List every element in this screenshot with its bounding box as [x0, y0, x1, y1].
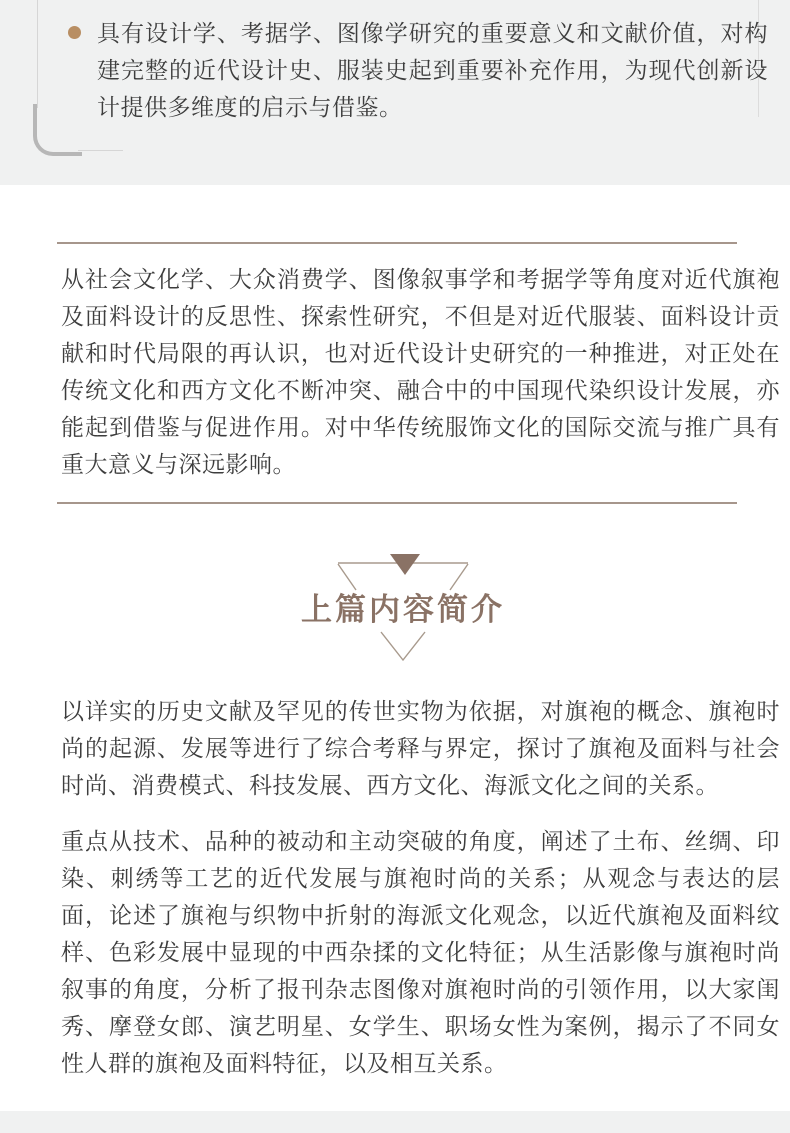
section-title: 上篇内容简介: [301, 592, 505, 628]
section-paragraph: 重点从技术、品种的被动和主动突破的角度，阐述了土布、丝绸、印染、刺绣等工艺的近代发展与旗袍时尚的关系；从观念与表达的层面，论述了旗袍与织物中折射的海派文化观念，以近代旗袍及面料纹样、色彩发展中显现的中西杂揉的文化特征；从生活影像与旗袍时尚叙事的角度，分析了报刊杂志图像对旗袍时尚的引领作用，以大家闺秀、摩登女郎、演艺明星、女学生、职场女性为案例，揭示了不同女性人群的旗袍及面料特征，以及相互关系。: [61, 828, 780, 1076]
intro-paragraph: 从社会文化学、大众消费学、图像叙事学和考据学等角度对近代旗袍及面料设计的反思性、探索性研究，不但是对近代服装、面料设计贡献和时代局限的再认识，也对近代设计史研究的一种推进，对正处在传统文化和西方文化不断冲突、融合中的中国现代染织设计发展，亦能起到借鉴与促进作用。对中华传统服饰文化的国际交流与推广具有重大意义与深远影响。: [61, 266, 780, 477]
section-divider: [57, 502, 737, 504]
section-divider: [57, 242, 737, 244]
quote-corner-bracket: [33, 104, 82, 156]
bottom-section-background: [0, 1111, 790, 1133]
bullet-dot-icon: [68, 26, 81, 39]
section-paragraph: 以详实的历史文献及罕见的传世实物为依据，对旗袍的概念、旗袍时尚的起源、发展等进行了综合考释与界定，探讨了旗袍及面料与社会时尚、消费模式、科技发展、西方文化、海派文化之间的关系。: [61, 698, 780, 798]
highlight-text: 具有设计学、考据学、图像学研究的重要意义和文献价值，对构建完整的近代设计史、服装史起到重要补充作用，为现代创新设计提供多维度的启示与借鉴。: [97, 20, 768, 120]
highlight-block: [97, 15, 768, 126]
section-ornament: [292, 548, 514, 670]
quote-frame-bottom-line: [78, 150, 123, 151]
quote-frame-left-line: [37, 0, 38, 108]
